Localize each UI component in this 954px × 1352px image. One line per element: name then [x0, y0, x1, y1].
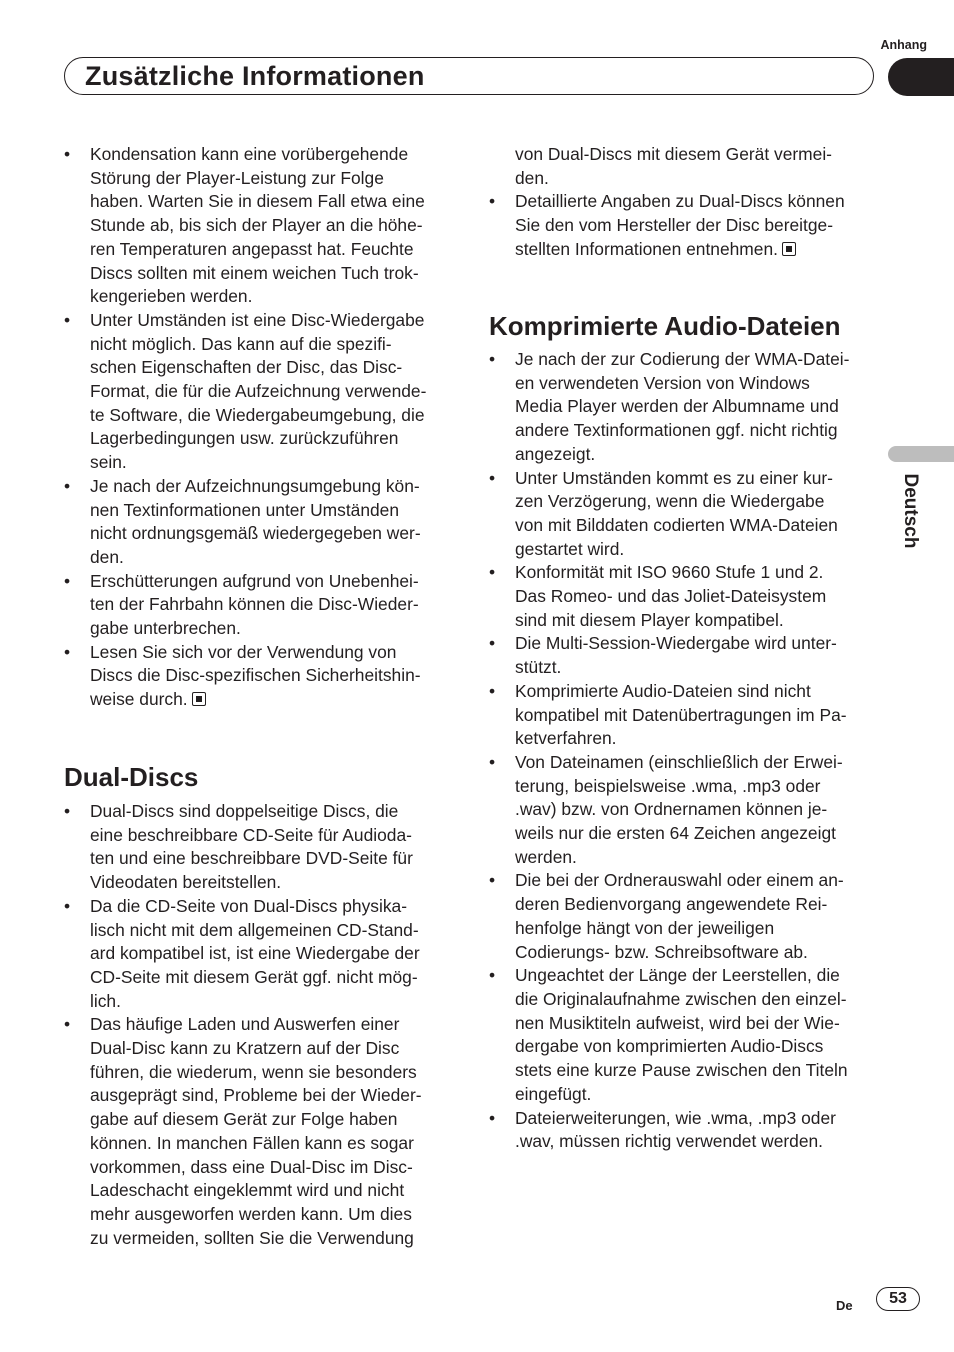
- text-line: zu vermeiden, sollten Sie die Verwendung: [90, 1227, 414, 1248]
- right-column: [489, 143, 889, 262]
- text-line: Media Player werden der Albumname und: [515, 396, 839, 417]
- text-line: den.: [90, 546, 124, 567]
- text-line: te Software, die Wiedergabeumgebung, die: [90, 404, 425, 425]
- text-line: sind mit diesem Player kompatibel.: [515, 609, 784, 630]
- list-item: [64, 1013, 464, 1250]
- text-line: Je nach der Aufzeichnungsumgebung kön-: [90, 475, 420, 496]
- list-item: [64, 641, 464, 712]
- text-line: Discs sollten mit einem weichen Tuch trok-: [90, 262, 419, 283]
- language-tab: [895, 466, 925, 556]
- text-line: nicht ordnungsgemäß wiedergegeben wer-: [90, 523, 421, 544]
- list-item: [489, 190, 889, 261]
- text-line: Komprimierte Audio-Dateien sind nicht: [515, 680, 811, 701]
- chapter-header: [64, 57, 874, 95]
- dual-discs-list: [64, 800, 464, 1250]
- text-line: Das häufige Laden und Auswerfen einer: [90, 1014, 400, 1035]
- text-line: terung, beispielsweise .wma, .mp3 oder: [515, 775, 821, 796]
- text-line: Kondensation kann eine vorübergehende: [90, 144, 409, 164]
- text-line: Das Romeo- und das Joliet-Dateisystem: [515, 586, 827, 607]
- dual-discs-section: [64, 800, 464, 1250]
- text-line: die Originalaufnahme zwischen den einzel-: [515, 988, 847, 1009]
- text-line: Die Multi-Session-Wiedergabe wird unter-: [515, 633, 837, 654]
- text-line: CD-Seite mit diesem Gerät ggf. nicht mög-: [90, 966, 418, 987]
- text-line: Discs die Disc-spezifischen Sicherheitshin-: [90, 665, 421, 686]
- text-line: Videodaten bereitstellen.: [90, 872, 282, 893]
- left-column: [64, 143, 464, 712]
- text-line: werden.: [515, 846, 577, 867]
- list-item: [489, 1107, 889, 1154]
- text-line: stets eine kurze Pause zwischen den Titeln: [515, 1060, 848, 1081]
- audio-files-list: [489, 348, 889, 1154]
- text-line: Lagerbedingungen usw. zurückzuführen: [90, 428, 399, 449]
- list-item: [64, 800, 464, 895]
- text-line: gabe auf diesem Gerät zur Folge haben: [90, 1109, 398, 1130]
- text-line: lich.: [90, 990, 121, 1011]
- text-line: angezeigt.: [515, 443, 596, 464]
- dual-discs-heading: Dual-Discs: [64, 762, 199, 792]
- text-line: Detaillierte Angaben zu Dual-Discs können: [515, 191, 845, 212]
- text-line: gabe unterbrechen.: [90, 618, 241, 639]
- text-line: ren Temperaturen angepasst hat. Feuchte: [90, 238, 414, 259]
- text-line: Sie den vom Hersteller der Disc bereitge-: [515, 215, 833, 236]
- list-item: [489, 964, 889, 1106]
- text-line: Dual-Disc kann zu Kratzern auf der Disc: [90, 1038, 400, 1059]
- text-line: ketverfahren.: [515, 728, 617, 749]
- audio-section: [489, 348, 889, 1154]
- text-line: .wav) bzw. von Ordnernamen können je-: [515, 799, 828, 820]
- list-item: [64, 570, 464, 641]
- chapter-title: Zusätzliche Informationen: [85, 61, 425, 91]
- text-line: dergabe von komprimierten Audio-Discs: [515, 1036, 824, 1057]
- text-line: weils nur die ersten 64 Zeichen angezeigt: [515, 823, 836, 844]
- text-line: nen Musiktiteln aufweist, wird bei der Wie-: [515, 1012, 840, 1033]
- right-top-list: [489, 143, 889, 262]
- text-line: kengerieben werden.: [90, 286, 253, 307]
- end-of-section-icon: [782, 242, 796, 256]
- list-item: [64, 895, 464, 1014]
- list-item: [64, 309, 464, 475]
- text-line: Ungeachtet der Länge der Leerstellen, die: [515, 965, 840, 986]
- list-item: [489, 751, 889, 870]
- text-line: Ladeschacht eingeklemmt wird und nicht: [90, 1180, 405, 1201]
- text-line: Die bei der Ordnerauswahl oder einem an-: [515, 870, 844, 891]
- text-line: eine beschreibbare CD-Seite für Audioda-: [90, 824, 412, 845]
- text-line: andere Textinformationen ggf. nicht richtig: [515, 420, 838, 441]
- section-label: Anhang: [880, 38, 927, 52]
- text-line: henfolge hängt von der jeweiligen: [515, 917, 775, 938]
- text-line: eingefügt.: [515, 1083, 592, 1104]
- left-bullet-list: [64, 143, 464, 712]
- text-line: Format, die für die Aufzeichnung verwende-: [90, 381, 427, 402]
- text-line: gestartet wird.: [515, 538, 625, 559]
- text-line: zen Verzögerung, wenn die Wiedergabe: [515, 491, 825, 512]
- text-line: ausgeprägt sind, Probleme bei der Wieder-: [90, 1085, 422, 1106]
- text-line: nen Textinformationen unter Umständen: [90, 499, 400, 520]
- text-line: Dual-Discs sind doppelseitige Discs, die: [90, 801, 399, 821]
- text-line: Konformität mit ISO 9660 Stufe 1 und 2.: [515, 562, 824, 583]
- text-line: Unter Umständen kommt es zu einer kur-: [515, 467, 833, 488]
- text-line: deren Bedienvorgang angewendete Rei-: [515, 894, 828, 915]
- list-item: [489, 869, 889, 964]
- text-line: stützt.: [515, 657, 562, 678]
- text-line: führen, die wiederum, wenn sie besonders: [90, 1061, 417, 1082]
- text-line: Lesen Sie sich vor der Verwendung von: [90, 641, 397, 662]
- text-line: Da die CD-Seite von Dual-Discs physika-: [90, 895, 408, 916]
- list-item: [489, 143, 889, 190]
- list-item: [64, 475, 464, 570]
- text-line: Erschütterungen aufgrund von Unebenhei-: [90, 570, 419, 591]
- language-tab-marker: [888, 446, 954, 462]
- list-item: [489, 467, 889, 562]
- list-item: [489, 348, 889, 467]
- text-line: ten der Fahrbahn können die Disc-Wieder-: [90, 594, 419, 615]
- list-item: [489, 632, 889, 679]
- text-line: haben. Warten Sie in diesem Fall etwa eine: [90, 191, 425, 212]
- text-line: weise durch.: [90, 689, 188, 710]
- text-line: ten und eine beschreibbare DVD-Seite für: [90, 848, 413, 869]
- text-line: en verwendeten Version von Windows: [515, 372, 810, 393]
- chapter-tab: [888, 58, 954, 96]
- text-line: lisch nicht mit dem allgemeinen CD-Stand-: [90, 919, 419, 940]
- text-line: mehr ausgeworfen werden kann. Um dies: [90, 1203, 412, 1224]
- text-line: Dateierweiterungen, wie .wma, .mp3 oder: [515, 1107, 836, 1128]
- text-line: Je nach der zur Codierung der WMA-Datei-: [515, 349, 850, 369]
- text-line: ard kompatibel ist, ist eine Wiedergabe der: [90, 943, 420, 964]
- text-line: schen Eigenschaften der Disc, das Disc-: [90, 357, 403, 378]
- text-line: .wav, müssen richtig verwendet werden.: [515, 1131, 824, 1152]
- text-line: Von Dateinamen (einschließlich der Erwei-: [515, 751, 843, 772]
- list-item: [489, 680, 889, 751]
- end-of-section-icon: [192, 692, 206, 706]
- text-line: Unter Umständen ist eine Disc-Wiedergabe: [90, 309, 425, 330]
- text-line: können. In manchen Fällen kann es sogar: [90, 1132, 414, 1153]
- audio-heading: Komprimierte Audio-Dateien: [489, 311, 841, 341]
- text-line: vorkommen, dass eine Dual-Disc im Disc-: [90, 1156, 413, 1177]
- text-line: von mit Bilddaten codierten WMA-Dateien: [515, 514, 838, 535]
- text-line: von Dual-Discs mit diesem Gerät vermei-: [515, 144, 832, 164]
- page-number: 53: [876, 1287, 920, 1311]
- text-line: sein.: [90, 452, 127, 473]
- text-line: den.: [515, 167, 549, 188]
- text-line: Stunde ab, bis sich der Player an die höhe-: [90, 215, 423, 236]
- language-label: Deutsch: [900, 473, 921, 549]
- text-line: Störung der Player-Leistung zur Folge: [90, 167, 384, 188]
- text-line: nicht möglich. Das kann auf die spezifi-: [90, 333, 392, 354]
- text-line: stellten Informationen entnehmen.: [515, 238, 778, 259]
- list-item: [489, 561, 889, 632]
- list-item: [64, 143, 464, 309]
- text-line: kompatibel mit Datenübertragungen im Pa-: [515, 704, 847, 725]
- footer-language-code: De: [836, 1298, 853, 1313]
- text-line: Codierungs- bzw. Schreibsoftware ab.: [515, 941, 808, 962]
